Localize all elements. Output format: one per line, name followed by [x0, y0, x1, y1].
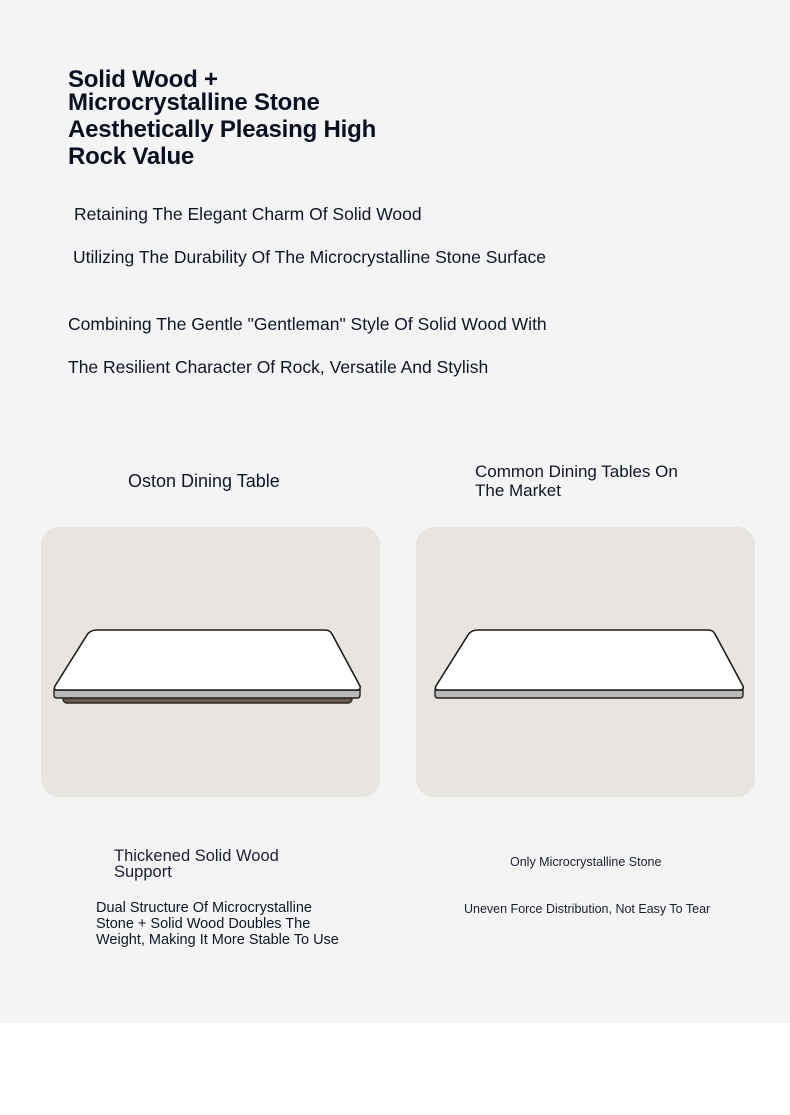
left-column-title: Oston Dining Table — [128, 471, 280, 491]
right-column-title — [475, 462, 678, 500]
right-column-title-line-1: Common Dining Tables On — [475, 462, 678, 481]
left-caption-body-line-2: Stone + Solid Wood Doubles The — [96, 916, 311, 932]
right-caption-body: Uneven Force Distribution, Not Easy To Tear — [464, 902, 711, 916]
right-column-title-line-2: The Market — [475, 481, 561, 500]
headline-line-3: Aesthetically Pleasing High — [68, 116, 377, 143]
right-caption-title: Only Microcrystalline Stone — [510, 855, 662, 869]
subtitle-line-1: Retaining The Elegant Charm Of Solid Wood — [74, 204, 422, 224]
headline — [68, 66, 428, 170]
headline-line-2: Microcrystalline Stone — [68, 89, 320, 116]
oston-table-illustration — [41, 527, 380, 797]
left-caption-title-line-1: Thickened Solid Wood — [114, 847, 279, 865]
subtitle-line-2: Utilizing The Durability Of The Microcrystalline Stone Surface — [73, 247, 547, 267]
headline-line-1: Solid Wood + — [68, 66, 218, 93]
description-line-2: The Resilient Character Of Rock, Versatile And Stylish — [68, 357, 489, 377]
left-caption-title — [114, 849, 314, 880]
left-caption-body-line-1: Dual Structure Of Microcrystalline — [96, 900, 312, 916]
left-caption-body — [96, 900, 386, 948]
common-table-illustration — [416, 527, 755, 797]
left-caption-body-line-3: Weight, Making It More Stable To Use — [96, 932, 339, 948]
description-line-1: Combining The Gentle "Gentleman" Style Of Solid Wood With — [68, 314, 547, 334]
common-table-image-panel — [416, 527, 755, 797]
headline-line-4: Rock Value — [68, 143, 195, 170]
left-caption-title-line-2: Support — [114, 862, 172, 881]
oston-table-image-panel — [41, 527, 380, 797]
